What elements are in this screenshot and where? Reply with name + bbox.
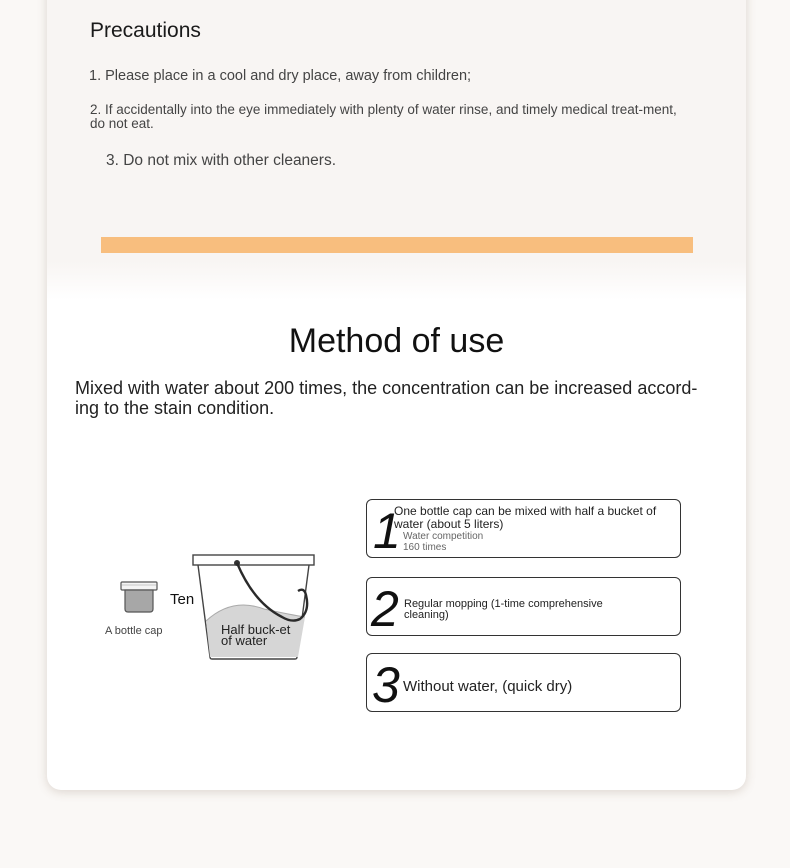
precaution-item-3: 3. Do not mix with other cleaners.	[106, 152, 337, 169]
content-card	[47, 0, 746, 790]
precaution-item-2: 2. If accidentally into the eye immediately with plenty of water rinse, and timely medical treat-ment, do not eat.	[90, 102, 677, 131]
bucket-label: Half buck-et of water	[221, 622, 291, 648]
method-title: Method of use	[288, 322, 505, 360]
multiplier-label: Ten	[170, 591, 195, 608]
step-card-3	[366, 653, 681, 712]
step-subtext-1a: Water competition	[403, 531, 484, 542]
step-number-3: 3	[372, 657, 400, 713]
step-card-1	[366, 499, 681, 558]
step-text-1: One bottle cap can be mixed with half a bucket of water (about 5 liters)	[394, 504, 657, 531]
precaution-item-1: 1. Please place in a cool and dry place, away from children;	[89, 68, 472, 84]
precautions-title: Precautions	[90, 19, 201, 42]
step-text-2: Regular mopping (1-time comprehensive cleaning)	[404, 598, 603, 621]
bottle-cap-label: A bottle cap	[105, 625, 163, 637]
step-text-3: Without water, (quick dry)	[403, 678, 573, 695]
method-description: Mixed with water about 200 times, the concentration can be increased accord-ing to the stain condition.	[75, 378, 698, 418]
step-subtext-1b: 160 times	[403, 542, 447, 553]
precautions-panel	[47, 0, 746, 300]
divider-bar	[101, 237, 693, 253]
step-number-2: 2	[371, 581, 399, 637]
step-card-2	[366, 577, 681, 636]
step-number-1: 1	[373, 503, 401, 559]
bottle-cap-icon	[120, 581, 158, 615]
